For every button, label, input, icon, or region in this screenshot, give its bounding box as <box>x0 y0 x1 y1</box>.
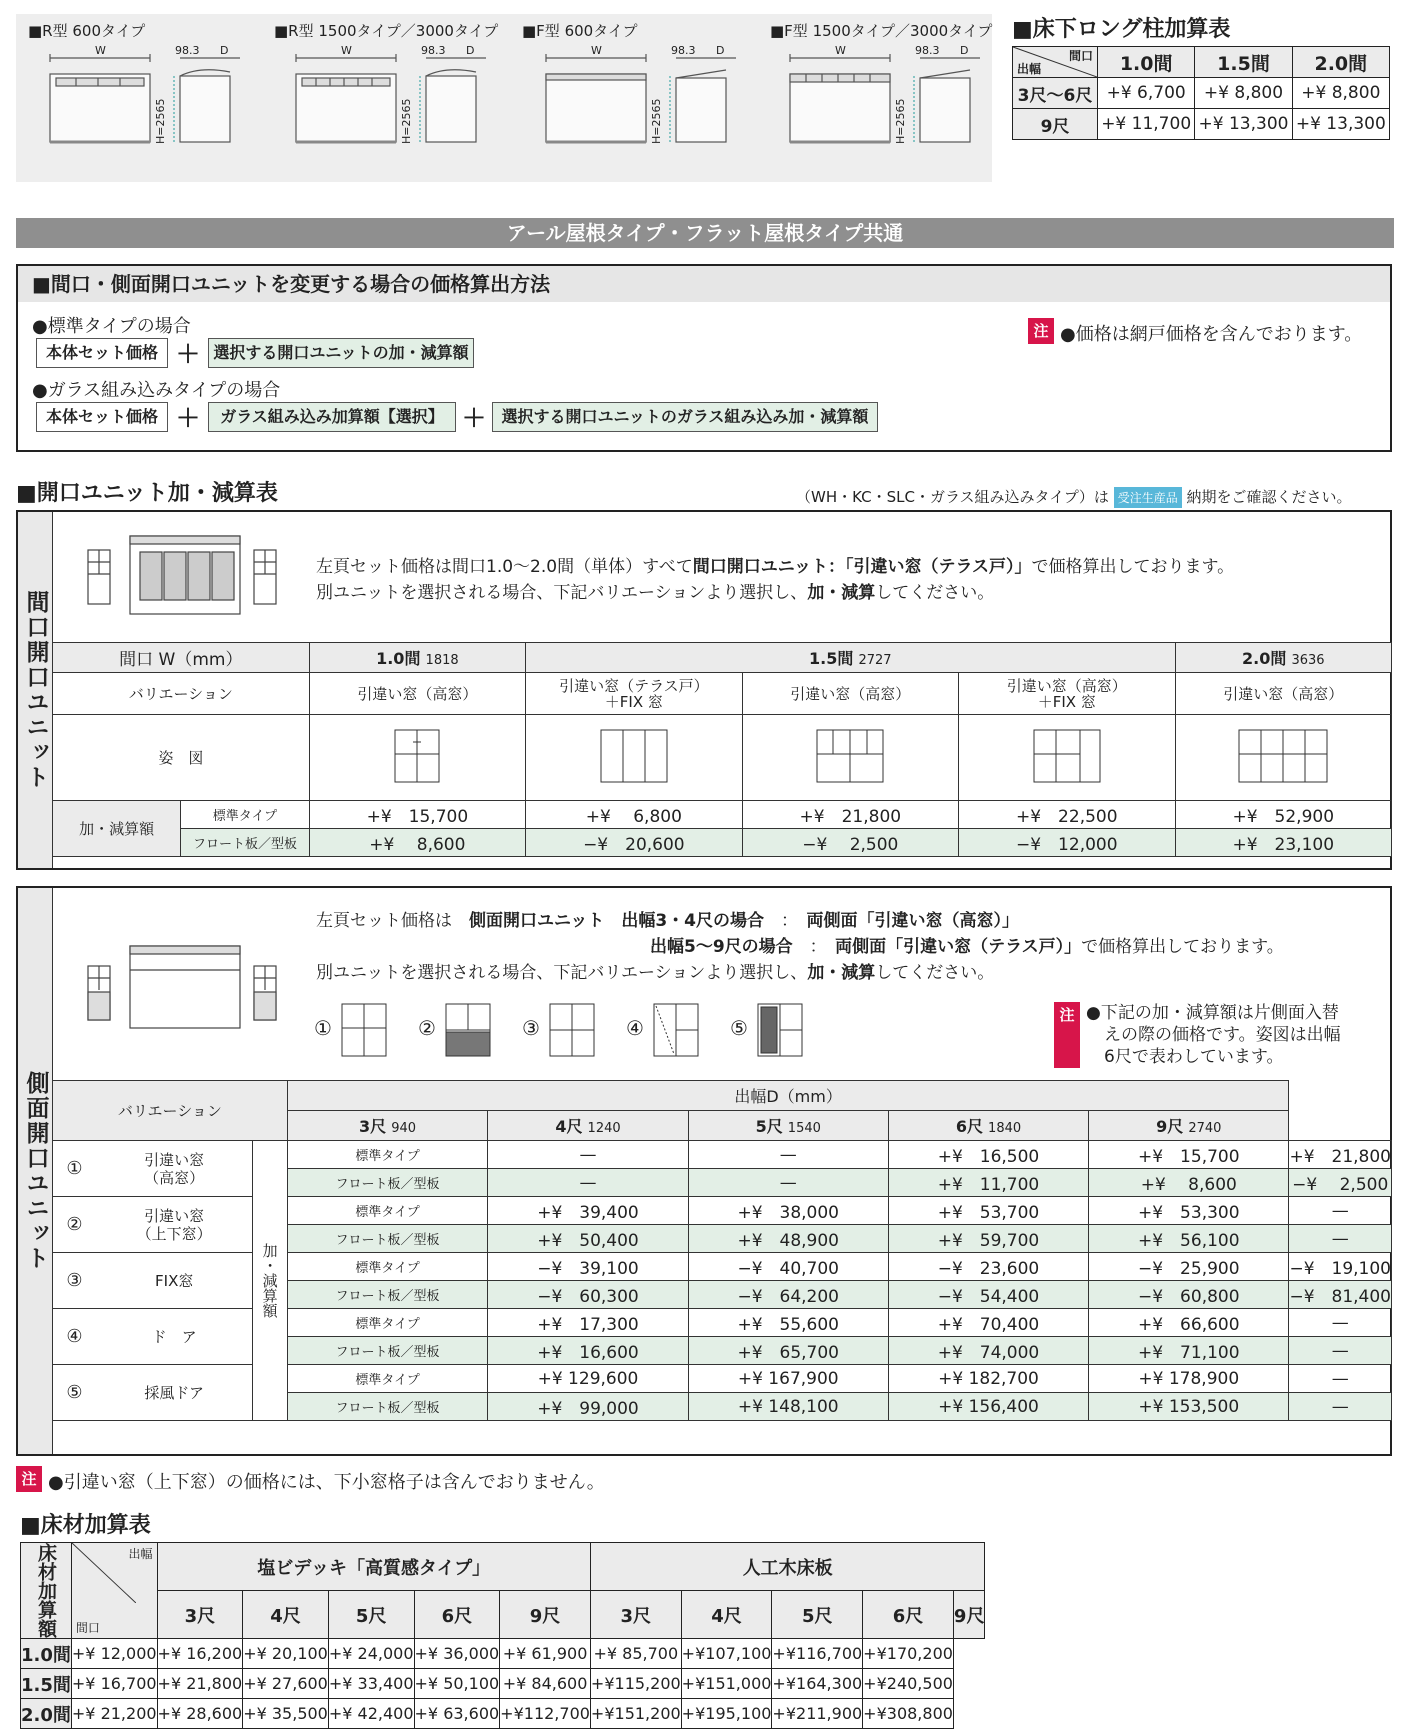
type-label-f1500: ■F型 1500タイプ／3000タイプ <box>770 22 993 40</box>
float-type-label: フロート板／型板 <box>287 1281 488 1309</box>
desc-text: 別ユニットを選択される場合、下記バリエーションより選択し、 <box>316 583 808 603</box>
price-cell: +¥ 71,100 <box>1089 1337 1289 1365</box>
col-name: 9尺 <box>1156 1117 1184 1136</box>
std-type-label: 標準タイプ <box>287 1253 488 1281</box>
price-cell: −¥ 23,600 <box>888 1253 1088 1281</box>
window-figure <box>1032 728 1102 784</box>
group-mm: 2727 <box>858 653 892 668</box>
unit-section-note <box>796 486 1352 508</box>
dim-gap: 98.3 <box>421 44 446 57</box>
table-cell: +¥ 33,400 <box>328 1669 414 1699</box>
table-cell: +¥ 63,600 <box>414 1699 500 1729</box>
frontage-desc-line1 <box>316 552 1234 577</box>
plus-sign: ＋ <box>176 404 200 432</box>
w-label: 間口 W（mm） <box>53 643 310 673</box>
price-cell: +¥ 65,700 <box>688 1337 888 1365</box>
col-header: 1.0間 <box>1098 47 1195 78</box>
table-row <box>1013 78 1390 109</box>
note-pre: （WH・KC・SLC・ガラス組み込みタイプ）は <box>796 488 1109 506</box>
table-cell: +¥ 85,700 <box>590 1639 681 1669</box>
price-cell: — <box>1289 1393 1392 1421</box>
row-header: 9尺 <box>1013 109 1098 140</box>
price-cell: +¥ 17,300 <box>488 1309 688 1337</box>
table-cell: +¥240,500 <box>863 1669 954 1699</box>
desc-bold: 加・減算 <box>807 583 876 603</box>
unit-section-title: ■開口ユニット加・減算表 <box>16 481 278 506</box>
desc-bold: 加・減算 <box>807 963 876 983</box>
dim-w: W <box>591 44 602 57</box>
price-method-box <box>16 264 1392 452</box>
addsub-label <box>253 1141 287 1421</box>
desc-bold: 両側面「引違い窓（テラス戸）」 <box>835 937 1082 957</box>
table-cell: +¥151,200 <box>590 1699 681 1729</box>
col-header: 3尺 <box>590 1591 681 1639</box>
table-cell: +¥ 50,100 <box>414 1669 500 1699</box>
table-cell: +¥170,200 <box>863 1639 954 1669</box>
col-header <box>488 1111 688 1141</box>
glass-unit-add-box: 選択する開口ユニットのガラス組み込み加・減算額 <box>492 402 878 432</box>
col-header: 4尺 <box>681 1591 772 1639</box>
group-mm: 3636 <box>1291 653 1325 668</box>
side-note-badge: 注 <box>1054 1002 1080 1068</box>
price-cell: +¥ 21,800 <box>742 801 958 829</box>
table-row <box>21 1669 985 1699</box>
dim-w: W <box>95 44 106 57</box>
desc-bold: 両側面「引違い窓（高窓）」 <box>806 911 1019 931</box>
std-heading: ●標準タイプの場合 <box>32 316 191 337</box>
price-cell: +¥ 56,100 <box>1089 1225 1289 1253</box>
price-cell: +¥ 53,300 <box>1089 1197 1289 1225</box>
table-cell: +¥164,300 <box>772 1669 863 1699</box>
price-cell: +¥ 15,700 <box>1089 1141 1289 1169</box>
circle-5: ⑤ <box>730 1016 748 1040</box>
corner-top: 出幅 <box>128 1547 153 1561</box>
col-name: 5尺 <box>755 1117 783 1136</box>
float-type-label: フロート板／型板 <box>181 829 309 857</box>
side-desc-line1 <box>316 906 1019 931</box>
f1500-diagram <box>780 44 990 164</box>
body-price-box: 本体セット価格 <box>36 338 168 368</box>
table-cell: +¥ 36,000 <box>414 1639 500 1669</box>
note2-badge: 注 <box>16 1466 42 1492</box>
price-cell: +¥ 8,600 <box>309 829 525 857</box>
group-header: 塩ビデッキ「高質感タイプ」 <box>157 1543 590 1591</box>
dim-w: W <box>341 44 352 57</box>
price-cell: — <box>688 1169 888 1197</box>
floor-table <box>20 1542 985 1729</box>
row-number: ① <box>53 1141 96 1197</box>
float-type-label: フロート板／型板 <box>287 1337 488 1365</box>
side-unit-panel <box>16 886 1392 1456</box>
price-cell: +¥ 48,900 <box>688 1225 888 1253</box>
desc-text: してください。 <box>875 583 995 603</box>
table-corner <box>1013 47 1098 78</box>
price-cell: −¥ 40,700 <box>688 1253 888 1281</box>
col-name: 3尺 <box>359 1117 387 1136</box>
group-header <box>526 643 1175 673</box>
row-header: 1.5間 <box>21 1669 72 1699</box>
table-cell: +¥ 13,300 <box>1195 109 1292 140</box>
price-cell: −¥ 25,900 <box>1089 1253 1289 1281</box>
glass-heading: ●ガラス組み込みタイプの場合 <box>32 380 281 401</box>
std-type-label: 標準タイプ <box>287 1197 488 1225</box>
price-cell: +¥ 52,900 <box>1175 801 1391 829</box>
variation-2-figure <box>444 1002 492 1058</box>
price-cell: +¥ 55,600 <box>688 1309 888 1337</box>
price-cell: — <box>488 1141 688 1169</box>
price-cell: −¥ 60,300 <box>488 1281 688 1309</box>
price-cell: +¥ 156,400 <box>888 1393 1088 1421</box>
table-cell: +¥ 11,700 <box>1098 109 1195 140</box>
price-cell: +¥ 8,600 <box>1089 1169 1289 1197</box>
window-figure <box>815 728 885 784</box>
common-banner: アール屋根タイプ・フラット屋根タイプ共通 <box>16 218 1394 248</box>
price-cell: −¥ 60,800 <box>1089 1281 1289 1309</box>
frontage-unit-panel <box>16 510 1392 870</box>
desc-text: してください。 <box>875 963 995 983</box>
table-row <box>21 1639 985 1669</box>
variation-label: バリエーション <box>53 1081 288 1141</box>
col-header: 5尺 <box>772 1591 863 1639</box>
plus-sign: ＋ <box>462 404 486 432</box>
desc-bold: 出幅5〜9尺の場合 <box>650 937 793 957</box>
price-cell: +¥ 153,500 <box>1089 1393 1289 1421</box>
price-cell: +¥ 15,700 <box>309 801 525 829</box>
dim-h: H=2565 <box>894 98 907 144</box>
price-cell: — <box>488 1169 688 1197</box>
price-cell: −¥ 2,500 <box>742 829 958 857</box>
method-note: ●価格は網戸価格を含んでおります。 <box>1060 324 1363 345</box>
std-type-label: 標準タイプ <box>287 1141 488 1169</box>
variation-name: 引違い窓（高窓） <box>1175 673 1391 715</box>
price-cell: +¥ 66,600 <box>1089 1309 1289 1337</box>
variation-3-figure <box>548 1002 596 1058</box>
table-cell: +¥ 8,800 <box>1195 78 1292 109</box>
col-mm: 2740 <box>1188 1121 1222 1136</box>
col-header: 2.0間 <box>1292 47 1389 78</box>
price-cell: −¥ 54,400 <box>888 1281 1088 1309</box>
group-name: 1.5間 <box>809 649 854 668</box>
float-type-label: フロート板／型板 <box>287 1169 488 1197</box>
variation-5-figure <box>756 1002 804 1058</box>
col-header: 9尺 <box>953 1591 985 1639</box>
body-price-box: 本体セット価格 <box>36 402 168 432</box>
col-header: 3尺 <box>157 1591 243 1639</box>
row-header: 3尺〜6尺 <box>1013 78 1098 109</box>
addsub-label: 加・減算額 <box>53 801 181 857</box>
long-pillar-title: ■床下ロング柱加算表 <box>1012 17 1231 42</box>
price-cell: +¥ 38,000 <box>688 1197 888 1225</box>
price-cell: +¥ 178,900 <box>1089 1365 1289 1393</box>
price-cell: +¥ 53,700 <box>888 1197 1088 1225</box>
note2-text: ●引違い窓（上下窓）の価格には、下小窓格子は含んでおりません。 <box>48 1472 605 1493</box>
table-row <box>21 1699 985 1729</box>
desc-text: ： <box>780 911 790 931</box>
price-cell: −¥ 39,100 <box>488 1253 688 1281</box>
dim-gap: 98.3 <box>671 44 696 57</box>
price-cell: — <box>1289 1309 1392 1337</box>
desc-bold: 間口開口ユニット：「引違い窓（テラス戸）」 <box>692 557 1032 577</box>
price-cell: +¥ 148,100 <box>688 1393 888 1421</box>
figure-cell <box>309 715 525 801</box>
float-type-label: フロート板／型板 <box>287 1225 488 1253</box>
float-type-label: フロート板／型板 <box>287 1393 488 1421</box>
circle-2: ② <box>418 1016 436 1040</box>
col-header: 4尺 <box>243 1591 329 1639</box>
row-header: 2.0間 <box>21 1699 72 1729</box>
side-vertical-label: 側面開口ユニット <box>18 888 53 1454</box>
table-cell: +¥ 27,600 <box>243 1669 329 1699</box>
price-cell: +¥ 70,400 <box>888 1309 1088 1337</box>
note-post: 納期をご確認ください。 <box>1186 488 1352 506</box>
col-header: 5尺 <box>328 1591 414 1639</box>
variation-4-figure <box>652 1002 700 1058</box>
circle-3: ③ <box>522 1016 540 1040</box>
side-note-line: 6尺で表わしています。 <box>1104 1047 1284 1067</box>
group-header <box>309 643 525 673</box>
window-figure <box>599 728 669 784</box>
group-name: 2.0間 <box>1241 649 1287 668</box>
frontage-desc-line2 <box>316 578 994 603</box>
desc-text: ： <box>809 937 819 957</box>
desc-text: 別ユニットを選択される場合、下記バリエーションより選択し、 <box>316 963 808 983</box>
std-type-label: 標準タイプ <box>181 801 309 829</box>
side-desc-line2 <box>650 932 1284 957</box>
col-mm: 1540 <box>787 1121 821 1136</box>
desc-text: で価格算出しております。 <box>1031 557 1235 577</box>
price-cell: +¥ 39,400 <box>488 1197 688 1225</box>
table-cell: +¥ 61,900 <box>500 1639 591 1669</box>
price-cell: — <box>688 1141 888 1169</box>
side-table <box>52 1080 1392 1421</box>
row-number: ② <box>53 1197 96 1253</box>
row-number: ⑤ <box>53 1365 96 1421</box>
type-label-r1500: ■R型 1500タイプ／3000タイプ <box>274 22 499 40</box>
dim-h: H=2565 <box>650 98 663 144</box>
dim-gap: 98.3 <box>175 44 200 57</box>
row-variation-name: FIX窓 <box>96 1253 253 1309</box>
frontage-table <box>52 642 1392 857</box>
col-name: 6尺 <box>955 1117 983 1136</box>
glass-add-box: ガラス組み込み加算額【選択】 <box>208 402 456 432</box>
side-table-body <box>53 1141 1392 1421</box>
col-mm: 1840 <box>988 1121 1022 1136</box>
std-type-label: 標準タイプ <box>287 1365 488 1393</box>
price-cell: +¥ 11,700 <box>888 1169 1088 1197</box>
frontage-illustration <box>68 530 278 620</box>
table-cell: +¥116,700 <box>772 1639 863 1669</box>
price-cell: +¥ 182,700 <box>888 1365 1088 1393</box>
dim-gap: 98.3 <box>915 44 940 57</box>
type-label-f600: ■F型 600タイプ <box>522 22 638 40</box>
col-header: 9尺 <box>500 1591 591 1639</box>
col-header <box>287 1111 488 1141</box>
row-number: ③ <box>53 1253 96 1309</box>
figure-cell <box>742 715 958 801</box>
window-figure <box>1237 728 1329 784</box>
group-header <box>1175 643 1391 673</box>
side-note <box>1086 1002 1341 1068</box>
table-cell: +¥ 21,800 <box>157 1669 243 1699</box>
side-note-line: えの際の価格です。姿図は出幅 <box>1104 1025 1341 1045</box>
variation-name: 引違い窓（テラス戸） ＋FIX 窓 <box>526 673 742 715</box>
group-name: 1.0間 <box>376 649 421 668</box>
price-cell: −¥ 20,600 <box>526 829 742 857</box>
col-mm: 940 <box>391 1121 417 1136</box>
price-cell: — <box>1289 1365 1392 1393</box>
r1500-diagram <box>286 44 496 164</box>
table-cell: +¥ 6,700 <box>1098 78 1195 109</box>
made-to-order-badge: 受注生産品 <box>1114 487 1182 508</box>
price-cell: — <box>1289 1197 1392 1225</box>
price-cell: +¥ 59,700 <box>888 1225 1088 1253</box>
corner-bottom: 間口 <box>75 1621 100 1635</box>
col-header <box>1089 1111 1289 1141</box>
price-cell: −¥ 12,000 <box>959 829 1175 857</box>
long-pillar-table <box>1012 46 1390 140</box>
price-cell: −¥ 2,500 <box>1289 1169 1392 1197</box>
col-header: 1.5間 <box>1195 47 1292 78</box>
price-cell: +¥ 50,400 <box>488 1225 688 1253</box>
table-cell: +¥ 42,400 <box>328 1699 414 1729</box>
price-cell: — <box>1289 1337 1392 1365</box>
group-mm: 1818 <box>425 653 459 668</box>
dim-d: D <box>960 44 969 57</box>
row-variation-name: 引違い窓 （上下窓） <box>96 1197 253 1253</box>
table-cell: +¥ 8,800 <box>1292 78 1389 109</box>
row-number: ④ <box>53 1309 96 1365</box>
circle-4: ④ <box>626 1016 644 1040</box>
std-type-label: 標準タイプ <box>287 1309 488 1337</box>
price-cell: +¥ 129,600 <box>488 1365 688 1393</box>
desc-text: で価格算出しております。 <box>1081 937 1284 957</box>
table-cell: +¥ 21,200 <box>71 1699 157 1729</box>
dim-d: D <box>716 44 725 57</box>
table-cell: +¥308,800 <box>863 1699 954 1729</box>
col-header: 6尺 <box>414 1591 500 1639</box>
table-cell: +¥ 35,500 <box>243 1699 329 1729</box>
price-cell: −¥ 81,400 <box>1289 1281 1392 1309</box>
price-cell: +¥ 99,000 <box>488 1393 688 1421</box>
addsub-label-text: 加・減算額 <box>260 1243 279 1318</box>
table-cell: +¥ 12,000 <box>71 1639 157 1669</box>
dim-d: D <box>466 44 475 57</box>
desc-text: 左頁セット価格は間口1.0〜2.0間（単体）すべて <box>316 557 693 577</box>
table-corner <box>71 1543 157 1639</box>
row-variation-name: 採風ドア <box>96 1365 253 1421</box>
table-cell: +¥115,200 <box>590 1669 681 1699</box>
price-cell: — <box>1289 1225 1392 1253</box>
side-desc-line3 <box>316 958 994 983</box>
table-cell: +¥151,000 <box>681 1669 772 1699</box>
price-cell: +¥ 22,500 <box>959 801 1175 829</box>
figure-cell <box>1175 715 1391 801</box>
dim-d: D <box>220 44 229 57</box>
floor-vlabel: 床材加算額 <box>34 1543 57 1638</box>
price-cell: +¥ 74,000 <box>888 1337 1088 1365</box>
corner-top: 間口 <box>1068 49 1093 63</box>
price-cell: +¥ 21,800 <box>1289 1141 1392 1169</box>
table-cell: +¥ 16,200 <box>157 1639 243 1669</box>
floor-title: ■床材加算表 <box>20 1513 151 1538</box>
note-badge: 注 <box>1028 318 1054 344</box>
col-header <box>888 1111 1088 1141</box>
figure-label: 姿 図 <box>53 715 310 801</box>
side-illustration <box>68 938 278 1034</box>
variation-name: 引違い窓（高窓） ＋FIX 窓 <box>959 673 1175 715</box>
table-cell: +¥ 16,700 <box>71 1669 157 1699</box>
table-cell: +¥112,700 <box>500 1699 591 1729</box>
table-cell: +¥211,900 <box>772 1699 863 1729</box>
price-cell: +¥ 16,500 <box>888 1141 1088 1169</box>
corner-bottom: 出幅 <box>1017 62 1042 76</box>
price-cell: +¥ 23,100 <box>1175 829 1391 857</box>
table-cell: +¥ 84,600 <box>500 1669 591 1699</box>
dim-w: W <box>835 44 846 57</box>
row-variation-name: ド ア <box>96 1309 253 1365</box>
figure-cell <box>526 715 742 801</box>
floor-vlabel-cell <box>21 1543 72 1639</box>
desc-text: 左頁セット価格は <box>316 911 452 931</box>
price-cell: +¥ 16,600 <box>488 1337 688 1365</box>
dim-h: H=2565 <box>154 98 167 144</box>
row-variation-name: 引違い窓 （高窓） <box>96 1141 253 1197</box>
desc-bold: 側面開口ユニット 出幅3・4尺の場合 <box>469 911 764 931</box>
figure-cell <box>959 715 1175 801</box>
table-cell: +¥ 20,100 <box>243 1639 329 1669</box>
variation-name: 引違い窓（高窓） <box>742 673 958 715</box>
price-cell: +¥ 167,900 <box>688 1365 888 1393</box>
table-row <box>1013 109 1390 140</box>
col-header: 6尺 <box>863 1591 954 1639</box>
table-cell: +¥ 24,000 <box>328 1639 414 1669</box>
price-cell: +¥ 6,800 <box>526 801 742 829</box>
f600-diagram <box>536 44 746 164</box>
r600-diagram <box>40 44 250 164</box>
plus-sign: ＋ <box>176 340 200 368</box>
price-cell: −¥ 19,100 <box>1289 1253 1392 1281</box>
frontage-vertical-label: 間口開口ユニット <box>18 512 53 868</box>
col-name: 4尺 <box>555 1117 583 1136</box>
variation-label: バリエーション <box>53 673 310 715</box>
col-header <box>688 1111 888 1141</box>
method-title: ■間口・側面開口ユニットを変更する場合の価格算出方法 <box>18 266 1390 302</box>
table-cell: +¥195,100 <box>681 1699 772 1729</box>
group-header: 人工木床板 <box>590 1543 985 1591</box>
col-mm: 1240 <box>587 1121 621 1136</box>
table-cell: +¥ 13,300 <box>1292 109 1389 140</box>
type-label-r600: ■R型 600タイプ <box>28 22 146 40</box>
variation-name: 引違い窓（高窓） <box>309 673 525 715</box>
table-row <box>53 1141 1392 1169</box>
window-figure <box>393 728 441 784</box>
price-cell: −¥ 64,200 <box>688 1281 888 1309</box>
circle-1: ① <box>314 1016 332 1040</box>
table-cell: +¥107,100 <box>681 1639 772 1669</box>
depth-label: 出幅D（mm） <box>287 1081 1289 1111</box>
side-note-line: ●下記の加・減算額は片側面入替 <box>1086 1003 1339 1023</box>
row-header: 1.0間 <box>21 1639 72 1669</box>
variation-1-figure <box>340 1002 388 1058</box>
table-cell: +¥ 28,600 <box>157 1699 243 1729</box>
std-add-box: 選択する開口ユニットの加・減算額 <box>208 338 474 368</box>
dim-h: H=2565 <box>400 98 413 144</box>
